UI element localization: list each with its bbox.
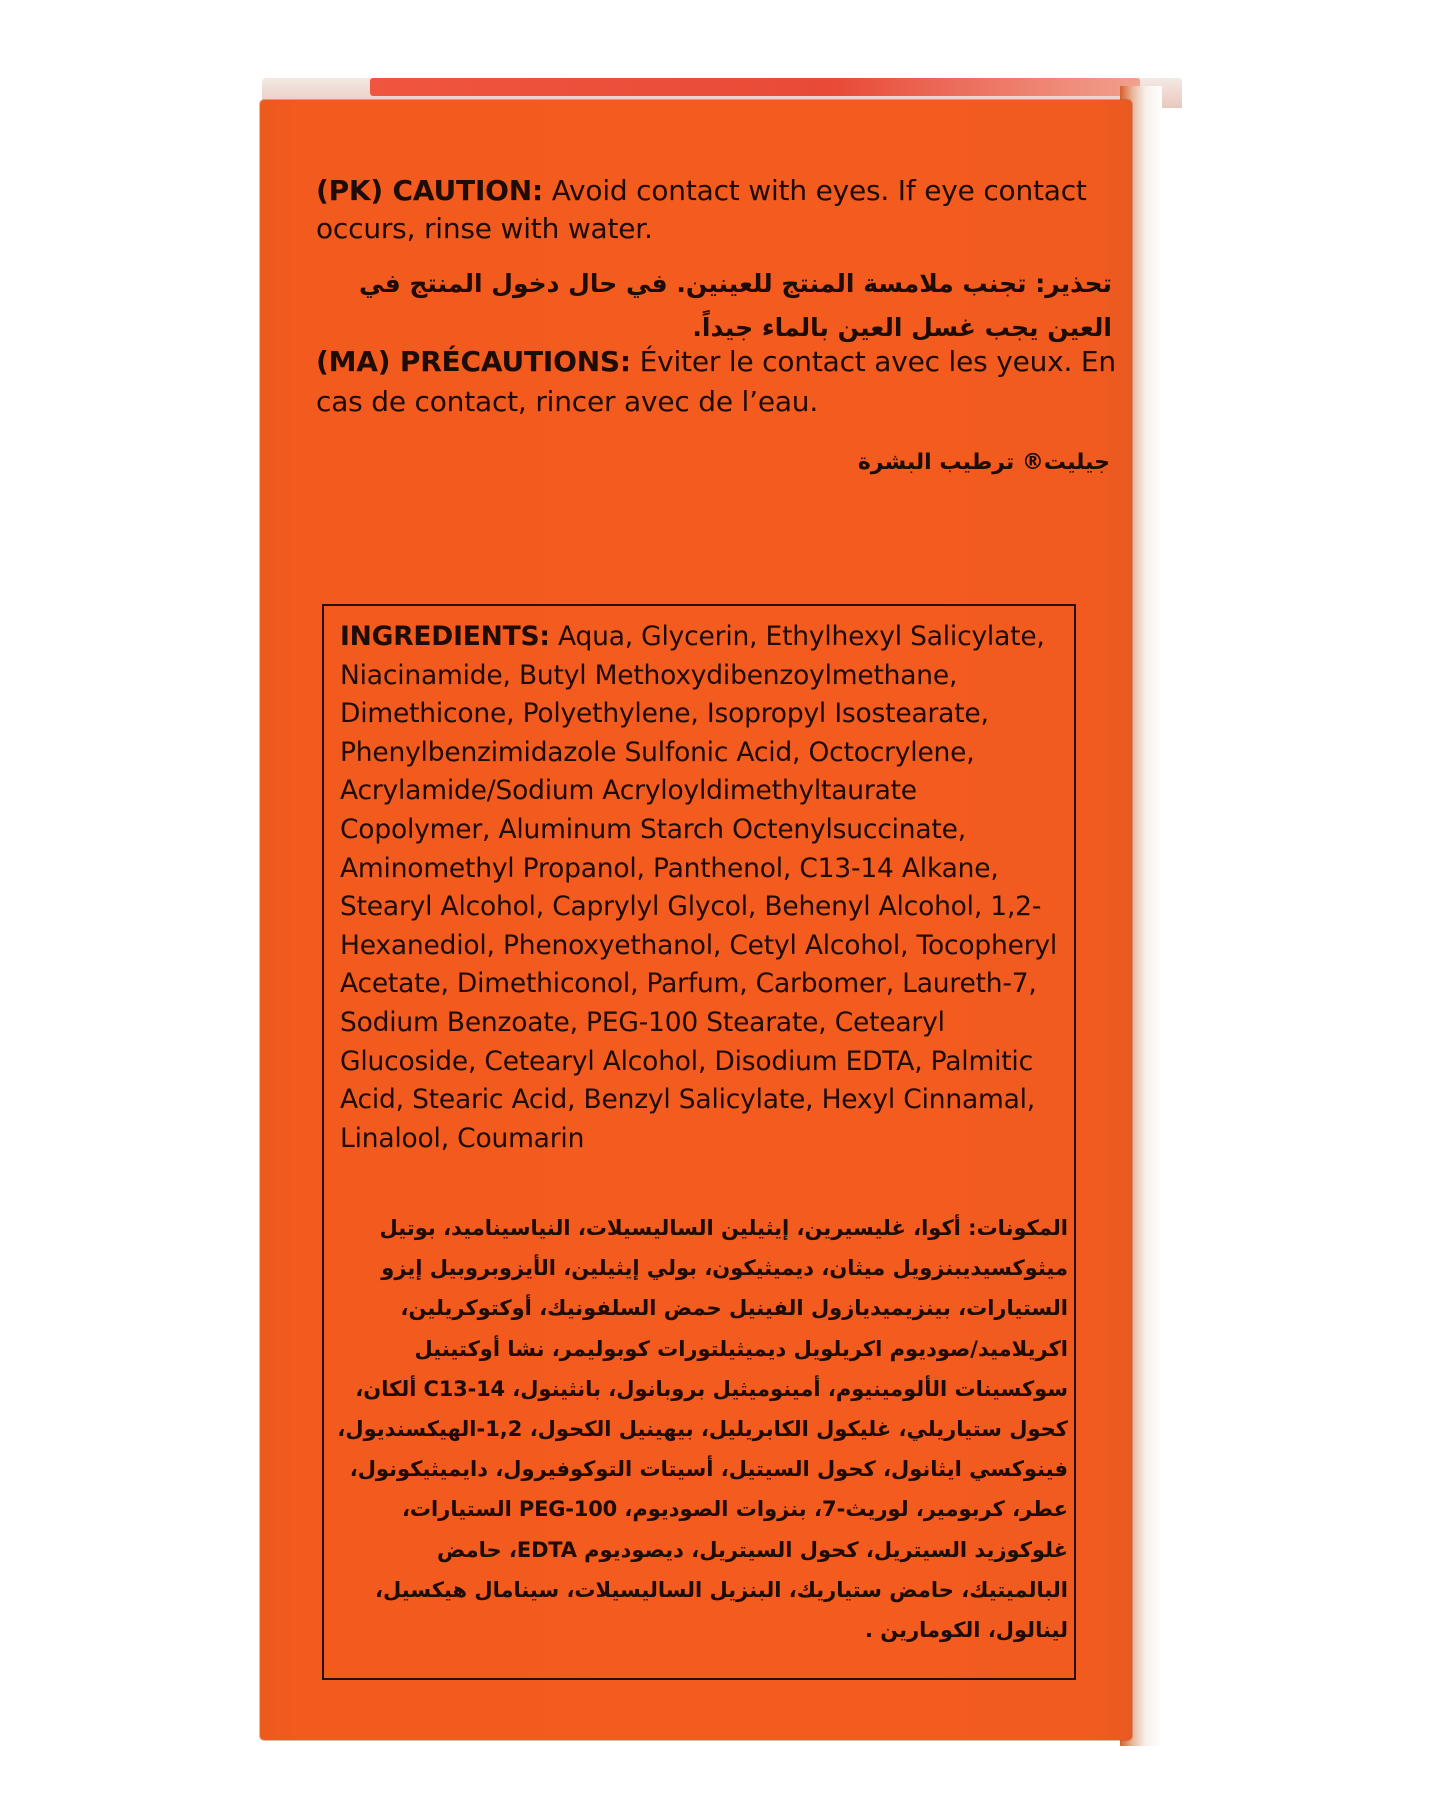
precautions-fr <box>316 342 1116 422</box>
precautions-label: (MA) PRÉCAUTIONS: <box>316 345 631 378</box>
caution-text: Avoid contact with eyes. If eye contact occurs, rinse with water. <box>316 174 1087 245</box>
box-top-strip <box>370 78 1140 96</box>
caution-ar: تحذير: تجنب ملامسة المنتج للعينين. في حال دخول المنتج في العين يجب غسل العين بالماء جيداً. <box>359 269 1112 342</box>
ingredients-ar-wrap <box>330 1208 1068 1650</box>
ingredients-ar: المكونات: أكوا، غليسيرين، إيثيلين الساليسيلات، النياسيناميد، بوتيل ميثوكسيديبنزويل ميثان، ديميثيكون، بولي إيثيلين، الأيزوبروبيل إيزو الستيارات، بينزيميديازول الفينيل حمض السلفونيك، أوكتوكريلين، اكريلاميد/صوديوم اكريلويل ديميثيلتورات كوبوليمر، نشا أوكتينيل سوكسينات الألومينيوم، أمينوميثيل بروبانول، بانثينول، C13-14 ألكان، كحول ستياريلي، غليكول الكابريليل، بيهينيل الكحول، 1,2-الهيكسنديول، فينوكسي ايثانول، كحول السيتيل، أسيتات التوكوفيرول، دايميثيكونول، عطر، كربومير، لوريث-7، بنزوات الصوديوم، PEG-100 الستيارات، غلوكوزيد السيتريل، كحول السيتريل، ديصوديوم EDTA، حامض البالميتيك، حامض ستياريك، البنزيل الساليسيلات، سينامال هيكسيل، لينالول، الكومارين . <box>337 1216 1068 1643</box>
brand-ar: جيليت® ترطيب البشرة <box>857 450 1110 475</box>
ingredients-text: Aqua, Glycerin, Ethylhexyl Salicylate, Niacinamide, Butyl Methoxydibenzoylmethane, Dimethicone, Polyethylene, Isopropyl Isostearate, Phenylbenzimidazole Sulfonic Acid, Octocrylene, Acrylamide/Sodium Acryloyldimethyltaurate Copolymer, Aluminum Starch Octenylsuccinate, Aminomethyl Propanol, Panthenol, C13-14 Alkane, Stearyl Alcohol, Caprylyl Glycol, Behenyl Alcohol, 1,2-Hexanediol, Phenoxyethanol, Cetyl Alcohol, Tocopheryl Acetate, Dimethiconol, Parfum, Carbomer, Laureth-7, Sodium Benzoate, PEG-100 Stearate, Cetearyl Glucoside, Cetearyl Alcohol, Disodium EDTA, Palmitic Acid, Stearic Acid, Benzyl Salicylate, Hexyl Cinnamal, Linalool, Coumarin <box>340 621 1058 1154</box>
ingredients-en <box>340 618 1062 1158</box>
caution-en <box>316 172 1106 248</box>
ingredients-label: INGREDIENTS: <box>340 621 550 652</box>
caution-label: (PK) CAUTION: <box>316 174 544 207</box>
precautions-text: Éviter le contact avec les yeux. En cas de contact, rincer avec de l’eau. <box>316 345 1116 418</box>
